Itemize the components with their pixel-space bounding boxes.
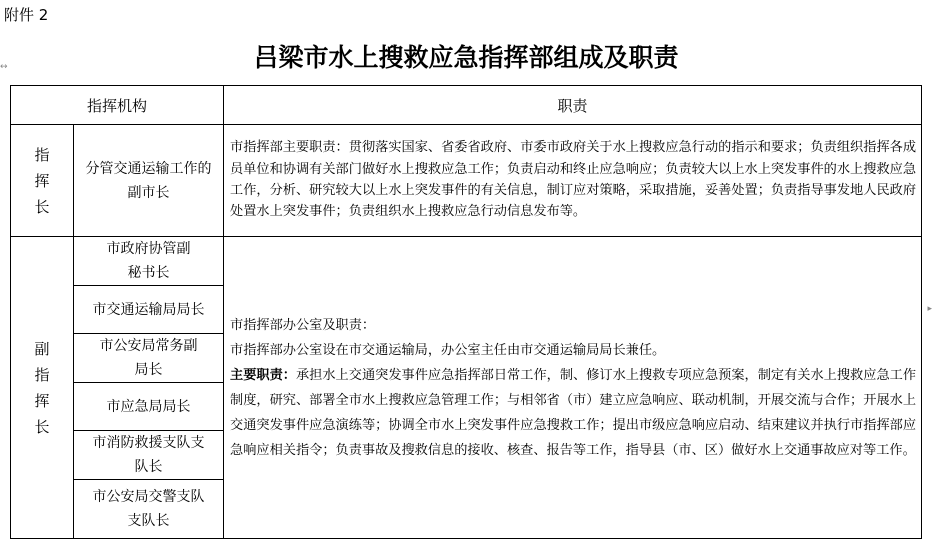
attachment-label: 附件 2 — [4, 6, 49, 24]
org-deputy: 市应急局局长 — [74, 383, 224, 431]
duty-commander: 市指挥部主要职责：贯彻落实国家、省委省政府、市委市政府关于水上搜救应急行动的指示和要求；负责组织指挥各成员单位和协调有关部门做好水上搜救应急工作；负责启动和终止应急响应；负责较大以上水上突发事件的水上搜救应急工作，分析、研究较大以上水上突发事件的有关信息，制订应对策略，采取措施，妥善处置；负责指导事发地人民政府处置水上突发事件；负责组织水上搜救应急行动信息发布等。 — [224, 125, 922, 237]
org-deputy: 市消防救援支队支队长 — [74, 431, 224, 480]
duty-office: 市指挥部办公室设在市交通运输局，办公室主任由市交通运输局局长兼任。 — [230, 342, 666, 358]
duty-main-label: 主要职责： — [230, 367, 296, 383]
role-char: 指 — [34, 145, 50, 164]
document-title: 吕梁市水上搜救应急指挥部组成及职责 — [253, 43, 679, 72]
role-char: 挥 — [34, 391, 50, 410]
org-commander: 分管交通运输工作的副市长 — [74, 125, 224, 237]
duty-main — [230, 363, 916, 463]
commander-row — [11, 125, 922, 237]
role-char: 指 — [34, 365, 50, 384]
org-deputy: 市公安局交警支队支队长 — [74, 480, 224, 539]
duty-main-text: 承担水上交通突发事件应急指挥部日常工作，制、修订水上搜救专项应急预案，制定有关水上搜救应急工作制度，研究、部署全市水上搜救应急管理工作；与相邻省（市）建立应急响应、联动机制，开展交流与合作；开展水上交通突发事件应急演练等；协调全市水上突发事件应急搜救工作；提出市级应急响应启动、结束建议并执行市指挥部应急响应相关指令；负责事故及搜救信息的接收、核查、报告等工作，指导县（市、区）做好水上交通事故应对等工作。 — [230, 367, 917, 458]
header-org: 指挥机构 — [11, 86, 224, 125]
org-deputy: 市交通运输局局长 — [74, 286, 224, 334]
deputy-row — [11, 237, 922, 286]
role-deputy — [11, 237, 74, 539]
header-row — [11, 86, 922, 125]
role-char: 长 — [34, 417, 50, 436]
duty-deputy — [224, 237, 922, 539]
responsibility-table — [10, 85, 922, 539]
role-commander — [11, 125, 74, 237]
role-char: 副 — [34, 339, 50, 358]
role-char: 长 — [34, 197, 50, 216]
role-char: 挥 — [34, 171, 50, 190]
duty-intro: 市指挥部办公室及职责： — [230, 317, 376, 333]
edge-handle-icon: ▸ — [927, 304, 932, 314]
org-deputy: 市公安局常务副局长 — [74, 334, 224, 383]
edge-arrow-icon: ↔ — [0, 62, 8, 72]
org-deputy: 市政府协管副秘书长 — [74, 237, 224, 286]
header-duty: 职责 — [224, 86, 922, 125]
